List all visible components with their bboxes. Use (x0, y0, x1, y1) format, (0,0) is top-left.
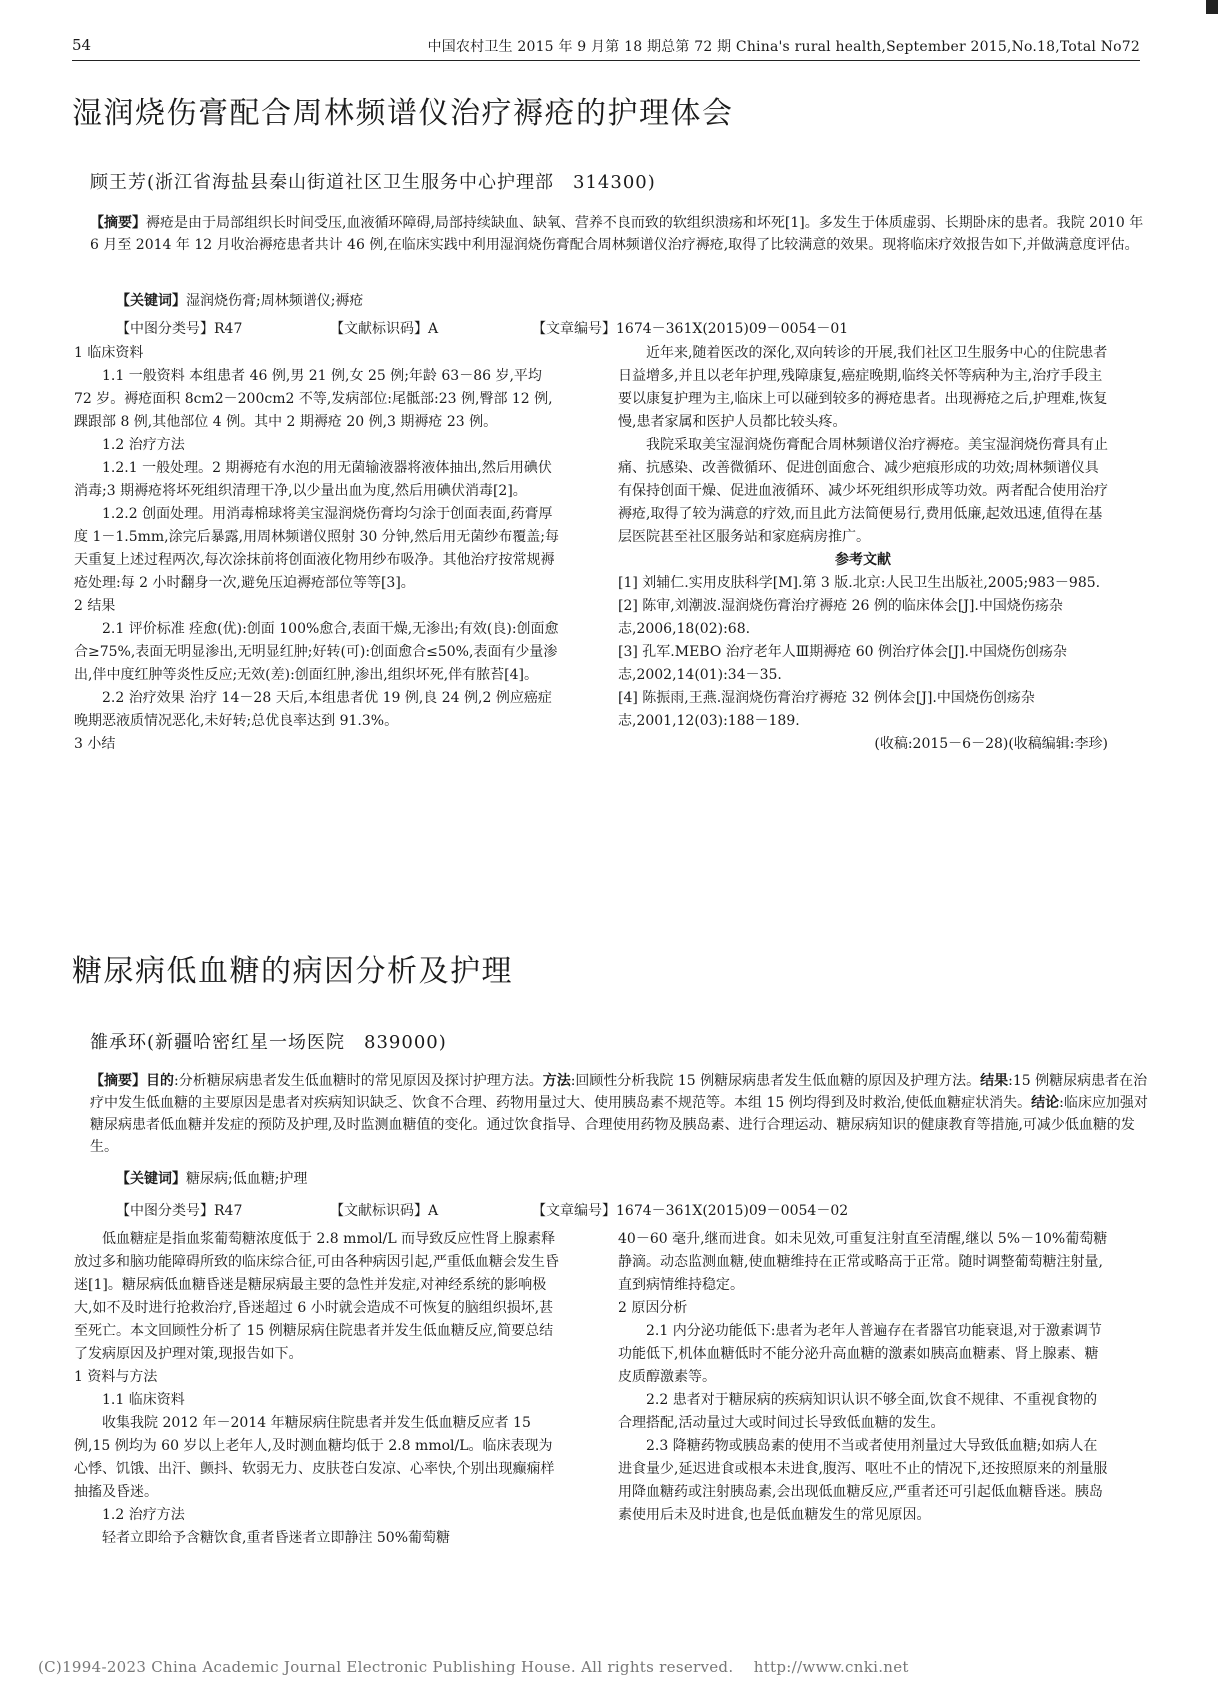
section-heading: 2 原因分析 (618, 1300, 688, 1316)
page-number: 54 (72, 36, 92, 54)
article2-article-no: 【文章编号】1674－361X(2015)09－0054－02 (532, 1203, 849, 1219)
corner-mark (1206, 0, 1218, 14)
conclusion-text: :临床应加强对糖尿病患者低血糖并发症的预防及护理,及时监测血糖值的变化。通过饮食指导、合理使用药物及胰岛素、进行合理运动、糖尿病知识的健康教育等措施,可减少低血糖的发生。 (90, 1095, 1148, 1155)
paragraph: 我院采取美宝湿润烧伤膏配合周林频谱仪治疗褥疮。美宝湿润烧伤膏具有止痛、抗感染、改善微循环、促进创面愈合、减少疤痕形成的功效;周林频谱仪具有保持创面干燥、促进血液循环、减少坏死组织形成等功效。两者配合使用治疗褥疮,取得了较为满意的疗效,而且此方法简便易行,费用低廉,起效迅速,值得在基层医院甚至社区服务站和家庭病房推广。 (618, 437, 1108, 545)
abstract-label: 【摘要】 (90, 1073, 146, 1089)
keywords-label: 【关键词】 (116, 293, 186, 309)
paragraph: 40－60 毫升,继而进食。如未见效,可重复注射直至清醒,继以 5%－10%葡萄糖静滴。动态监测血糖,使血糖维持在正常或略高于正常。随时调整葡萄糖注射量,直到病情维持稳定。 (618, 1231, 1108, 1293)
paragraph: 1.2 治疗方法 (102, 437, 185, 453)
received-note: (收稿:2015－6－28)(收稿编辑:李珍) (874, 736, 1108, 752)
objective-text: :分析糖尿病患者发生低血糖时的常见原因及探讨护理方法。 (174, 1073, 543, 1089)
keywords-label: 【关键词】 (116, 1171, 186, 1187)
paragraph: 1.2.1 一般处理。2 期褥疮有水泡的用无菌输液器将液体抽出,然后用碘伏消毒;3 期褥疮将坏死组织清理干净,以少量出血为度,然后用碘伏消毒[2]。 (74, 460, 552, 499)
article1-doc-code: 【文献标识码】A (330, 321, 439, 337)
paragraph: 收集我院 2012 年－2014 年糖尿病住院患者并发生低血糖反应者 15 例,15 例均为 60 岁以上老年人,及时测血糖均低于 2.8 mmol/L。临床表现为心悸、饥饿、出汗、颤抖、软弱无力、皮肤苍白发凉、心率快,个别出现癫痫样抽搐及昏迷。 (74, 1415, 555, 1500)
reference-item: [1] 刘辅仁.实用皮肤科学[M].第 3 版.北京:人民卫生出版社,2005;983－985. (618, 575, 1101, 591)
section-heading: 3 小结 (74, 736, 116, 752)
article1-title: 湿润烧伤膏配合周林频谱仪治疗褥疮的护理体会 (72, 96, 734, 131)
article1-right-column (618, 342, 1108, 756)
journal-header: 中国农村卫生 2015 年 9 月第 18 期总第 72 期 China's rural health,September 2015,No.18,Total No72 (427, 39, 1140, 55)
paragraph: 2.3 降糖药物或胰岛素的使用不当或者使用剂量过大导致低血糖;如病人在进食量少,延迟进食或根本未进食,腹泻、呕吐不止的情况下,还按照原来的剂量服用降血糖药或注射胰岛素,会出现低血糖反应,严重者还可引起低血糖昏迷。胰岛素使用后未及时进食,也是低血糖发生的常见原因。 (618, 1438, 1108, 1523)
references-heading: 参考文献 (835, 552, 891, 568)
article2-doc-code: 【文献标识码】A (330, 1203, 439, 1219)
paragraph: 2.2 治疗效果 治疗 14－28 天后,本组患者优 19 例,良 24 例,2 例应癌症晚期恶液质情况恶化,未好转;总优良率达到 91.3%。 (74, 690, 552, 729)
header-rule (72, 60, 1140, 61)
reference-item: [4] 陈振雨,王燕.湿润烧伤膏治疗褥疮 32 例体会[J].中国烧伤创疡杂志,2001,12(03):188－189. (618, 690, 1035, 729)
section-heading: 1 资料与方法 (74, 1369, 158, 1385)
section-heading: 2 结果 (74, 598, 116, 614)
article2-keywords (116, 1168, 307, 1188)
method-text: :回顾性分析我院 15 例糖尿病患者发生低血糖的原因及护理方法。 (570, 1073, 981, 1089)
article2-title: 糖尿病低血糖的病因分析及护理 (72, 954, 513, 989)
paragraph: 1.1 临床资料 (102, 1392, 185, 1408)
article1-author: 顾王芳(浙江省海盐县秦山街道社区卫生服务中心护理部 314300) (90, 172, 656, 193)
paragraph: 近年来,随着医改的深化,双向转诊的开展,我们社区卫生服务中心的住院患者日益增多,并且以老年护理,残障康复,癌症晚期,临终关怀等病种为主,治疗手段主要以康复护理为主,临床上可以碰到较多的褥疮患者。出现褥疮之后,护理难,恢复慢,患者家属和医护人员都比较头疼。 (618, 345, 1108, 430)
paragraph: 2.1 评价标准 痊愈(优):创面 100%愈合,表面干燥,无渗出;有效(良):创面愈合≥75%,表面无明显渗出,无明显红肿;好转(可):创面愈合≤50%,表面有少量渗出,伴中度红肿等炎性反应;无效(差):创面红肿,渗出,组织坏死,伴有脓苔[4]。 (74, 621, 559, 683)
article1-class-no: 【中图分类号】R47 (116, 321, 243, 337)
result-text: :15 例糖尿病患者在治疗中发生低血糖的主要原因是患者对疾病知识缺乏、饮食不合理、药物用量过大、使用胰岛素不规范等。本组 15 例均得到及时救治,使低血糖症状消失。 (90, 1073, 1148, 1111)
article1-article-no: 【文章编号】1674－361X(2015)09－0054－01 (532, 321, 849, 337)
article2-class-no: 【中图分类号】R47 (116, 1203, 243, 1219)
paragraph: 2.1 内分泌功能低下:患者为老年人普遍存在者器官功能衰退,对于激素调节功能低下,机体血糖低时不能分泌升高血糖的激素如胰高血糖素、肾上腺素、糖皮质醇激素等。 (618, 1323, 1102, 1385)
paragraph: 2.2 患者对于糖尿病的疾病知识认识不够全面,饮食不规律、不重视食物的合理搭配,活动量过大或时间过长导致低血糖的发生。 (618, 1392, 1098, 1431)
article2-right-column (618, 1228, 1108, 1527)
article2-abstract (90, 1070, 1150, 1158)
article1-left-column (74, 342, 564, 756)
method-label: 方法 (542, 1073, 571, 1089)
article1-keywords (116, 290, 363, 310)
reference-item: [3] 孔军.MEBO 治疗老年人Ⅲ期褥疮 60 例治疗体会[J].中国烧伤创疡杂志,2002,14(01):34－35. (618, 644, 1067, 683)
copyright-footer: (C)1994-2023 China Academic Journal Electronic Publishing House. All rights reserved. http://www.cnki.net (38, 1658, 909, 1676)
paragraph: 轻者立即给予含糖饮食,重者昏迷者立即静注 50%葡萄糖 (102, 1530, 451, 1546)
article2-author: 雒承环(新疆哈密红星一场医院 839000) (90, 1032, 447, 1053)
keywords-text: 糖尿病;低血糖;护理 (186, 1171, 308, 1187)
paragraph: 1.2 治疗方法 (102, 1507, 185, 1523)
abstract-label: 【摘要】 (90, 215, 146, 231)
abstract-text: 褥疮是由于局部组织长时间受压,血液循环障碍,局部持续缺血、缺氧、营养不良而致的软组织溃疡和坏死[1]。多发生于体质虚弱、长期卧床的患者。我院 2010 年 6 月至 2014 年 12 月收治褥疮患者共计 46 例,在临床实践中利用湿润烧伤膏配合周林频谱仪治疗褥疮,取得了比较满意的效果。现将临床疗效报告如下,并做满意度评估。 (90, 215, 1144, 253)
result-label: 结果 (980, 1073, 1009, 1089)
paragraph: 1.2.2 创面处理。用消毒棉球将美宝湿润烧伤膏均匀涂于创面表面,药膏厚度 1－1.5mm,涂完后暴露,用周林频谱仪照射 30 分钟,然后用无菌纱布覆盖;每天重复上述过程两次,每次涂抹前将创面液化物用纱布吸净。其他治疗按常规褥疮处理:每 2 小时翻身一次,避免压迫褥疮部位等等[3]。 (74, 506, 559, 591)
objective-label: 目的 (146, 1073, 174, 1089)
paragraph: 1.1 一般资料 本组患者 46 例,男 21 例,女 25 例;年龄 63－86 岁,平均 72 岁。褥疮面积 8cm2－200cm2 不等,发病部位:尾骶部:23 例,臀部 12 例,踝跟部 8 例,其他部位 4 例。其中 2 期褥疮 20 例,3 期褥疮 23 例。 (74, 368, 553, 430)
keywords-text: 湿润烧伤膏;周林频谱仪;褥疮 (186, 293, 364, 309)
article2-left-column (74, 1228, 564, 1550)
paragraph: 低血糖症是指血浆葡萄糖浓度低于 2.8 mmol/L 而导致反应性肾上腺素释放过多和脑功能障碍所致的临床综合征,可由各种病因引起,严重低血糖会发生昏迷[1]。糖尿病低血糖昏迷是糖尿病最主要的急性并发症,对神经系统的影响极大,如不及时进行抢救治疗,昏迷超过 6 小时就会造成不可恢复的脑组织损坏,甚至死亡。本文回顾性分析了 15 例糖尿病住院患者并发生低血糖反应,简要总结了发病原因及护理对策,现报告如下。 (74, 1231, 559, 1362)
section-heading: 1 临床资料 (74, 345, 144, 361)
conclusion-label: 结论 (1031, 1095, 1060, 1111)
article1-abstract (90, 212, 1150, 256)
reference-item: [2] 陈审,刘潮波.湿润烧伤膏治疗褥疮 26 例的临床体会[J].中国烧伤疡杂志,2006,18(02):68. (618, 598, 1063, 637)
